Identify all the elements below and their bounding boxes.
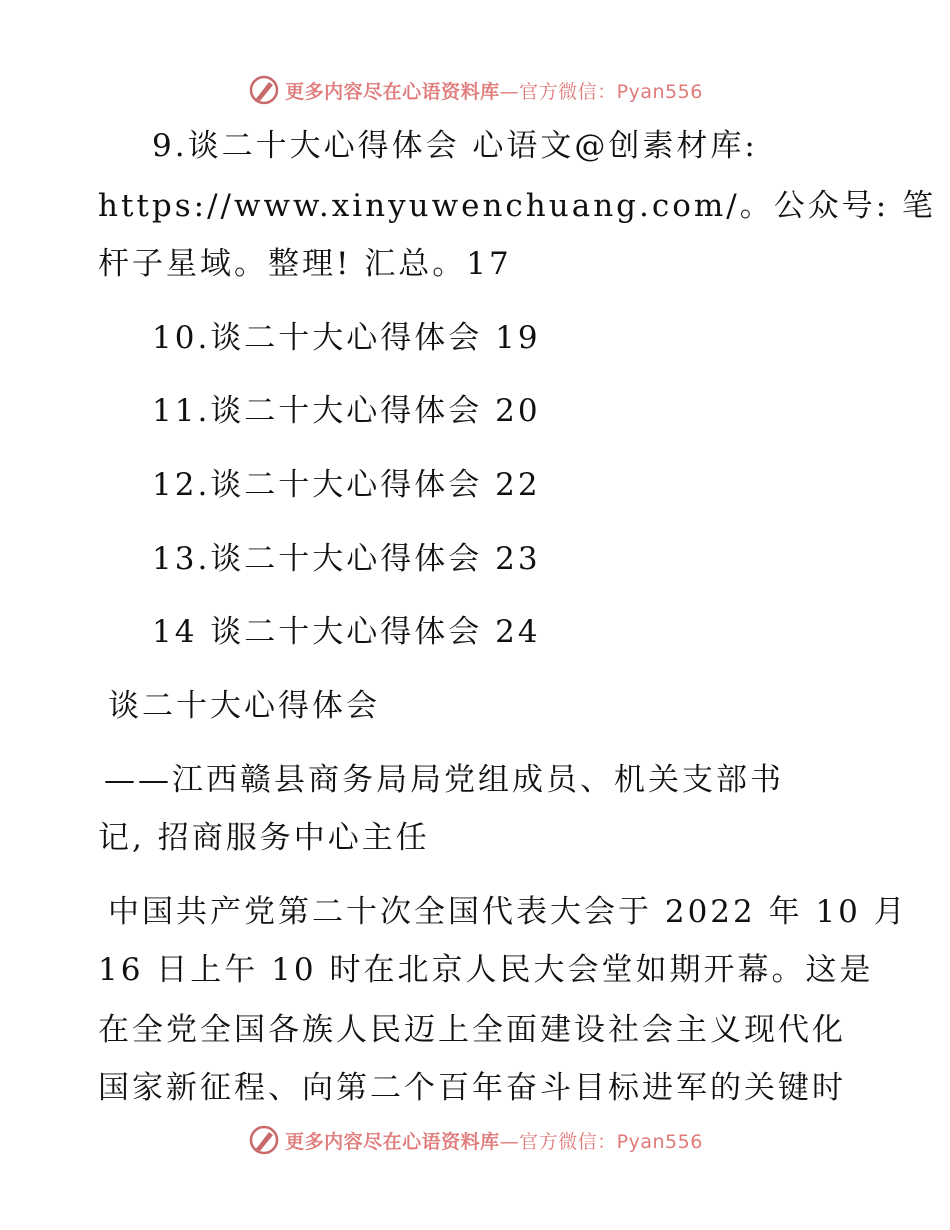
banner-dash: — — [499, 80, 520, 103]
quill-pen-logo-icon — [247, 1123, 281, 1157]
toc-line: https://www.xinyuwenchuang.com/。公众号: 笔 — [98, 188, 937, 224]
toc-line: 10.谈二十大心得体会 19 — [152, 320, 541, 356]
toc-line: 12.谈二十大心得体会 22 — [152, 467, 541, 503]
toc-line: 9.谈二十大心得体会 心语文@创素材库: — [152, 128, 758, 164]
author-line: ——江西赣县商务局局党组成员、机关支部书 — [104, 762, 784, 798]
banner-suffix-text: 官方微信：Pyan556 — [519, 1130, 703, 1153]
body-line: 在全党全国各族人民迈上全面建设社会主义现代化 — [98, 1012, 846, 1048]
toc-line: 杆子星域。整理! 汇总。17 — [98, 246, 512, 282]
banner-main-text: 更多内容尽在心语资料库 — [285, 1130, 500, 1153]
author-line: 记, 招商服务中心主任 — [98, 820, 430, 856]
footer-watermark-banner — [0, 1120, 950, 1160]
banner-dash: — — [499, 1130, 520, 1153]
article-title: 谈二十大心得体会 — [108, 688, 380, 724]
banner-suffix-text: 官方微信：Pyan556 — [519, 80, 703, 103]
body-line: 国家新征程、向第二个百年奋斗目标进军的关键时 — [98, 1070, 846, 1106]
banner-text — [285, 1127, 703, 1154]
toc-line: 11.谈二十大心得体会 20 — [152, 393, 541, 429]
toc-line: 13.谈二十大心得体会 23 — [152, 541, 541, 577]
banner-main-text: 更多内容尽在心语资料库 — [285, 80, 500, 103]
toc-line: 14 谈二十大心得体会 24 — [152, 614, 541, 650]
body-line: 中国共产党第二十次全国代表大会于 2022 年 10 月 — [108, 894, 908, 930]
body-line: 16 日上午 10 时在北京人民大会堂如期开幕。这是 — [98, 952, 874, 988]
